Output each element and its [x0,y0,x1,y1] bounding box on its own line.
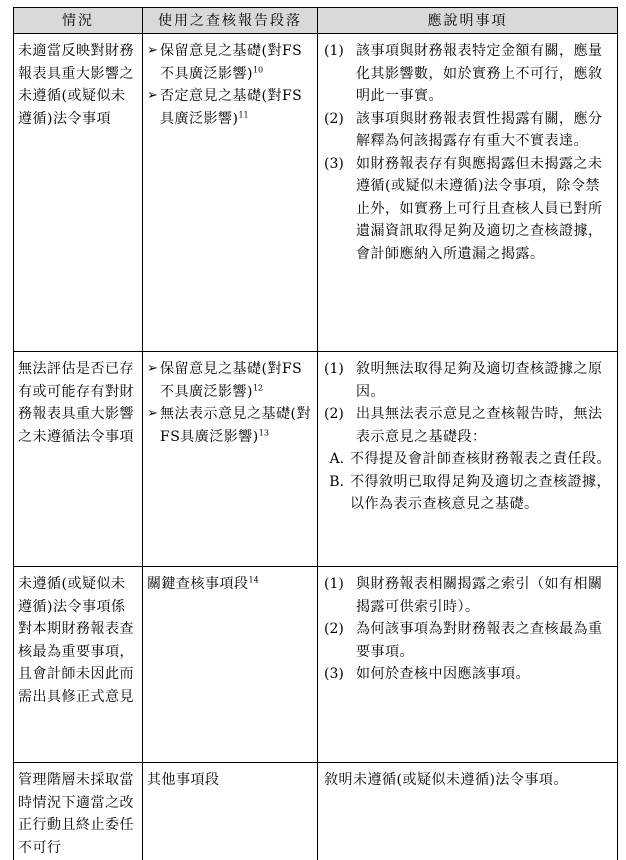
matters-cell [318,34,618,352]
arrow-bullet-icon: ➢ [147,406,159,421]
matter-item: (3) 如何於查核中因應該事項。 [324,666,530,682]
arrow-bullet-icon: ➢ [147,88,159,103]
basis-item: ➢ 否定意見之基礎(對FS具廣泛影響)$^{11}$ [147,85,313,130]
footnote-ref: 14 [248,575,259,585]
situation-cell: 無法評估是否已存有或可能存有對財務報表具重大影響之未遵循法令事項 [14,352,143,567]
matter-subitem: A. 不得提及會計師查核財務報表之責任段。 [329,451,611,467]
table-row [14,567,618,763]
table-row [14,352,618,567]
matter-text: 敘明未遵循(或疑似未遵循)法令事項。 [324,772,568,788]
matter-item: (2) 該事項與財務報表質性揭露有關，應分解釋為何該揭露存有重大不實表達。 [324,110,603,149]
table-header-row [14,8,618,34]
matter-item: (3) 如財務報表存有與應揭露但未揭露之未遵循(或疑似未遵循)法令事項，除令禁止外，如實務上可行且查核人員已對所遺漏資訊取得足夠及適切之查核證據，會計師應納入所遺漏之揭露。 [324,155,603,262]
matters-cell [318,763,618,860]
header-report-paragraph: 使用之查核報告段落 [143,8,318,34]
situation-cell: 未適當反映對財務報表具重大影響之未遵循(或疑似未遵循)法令事項 [14,34,143,352]
matters-cell [318,567,618,763]
footnote-ref: 13 [258,427,269,437]
basis-item: ➢ 保留意見之基礎(對FS不具廣泛影響)$^{12}$ [147,358,313,403]
matter-subitem: B. 不得敘明已取得足夠及適切之查核證據，以作為表示查核意見之基礎。 [329,473,611,512]
basis-item: ➢ 保留意見之基礎(對FS不具廣泛影響)$^{10}$ [147,40,313,85]
footnote-ref: 11 [238,109,249,119]
matter-item: (1) 敘明無法取得足夠及適切查核證據之原因。 [324,361,603,400]
header-situation: 情況 [14,8,143,34]
table-row [14,763,618,860]
report-paragraph-cell [143,352,318,567]
basis-item: ➢ 無法表示意見之基礎(對FS具廣泛影響)$^{13}$ [147,403,313,448]
report-paragraph-cell [143,34,318,352]
situation-cell: 管理階層未採取當時情況下適當之改正行動且終止委任不可行 [14,763,143,860]
footnote-ref: 12 [252,382,264,392]
compliance-reporting-table [13,7,618,860]
report-paragraph-cell: 其他事項段 [143,763,318,860]
matter-item: (1) 該事項與財務報表特定金額有關，應量化其影響數，如於實務上不可行，應敘明此一事實。 [324,43,603,104]
table-row [14,34,618,352]
matter-item: (1) 與財務報表相關揭露之索引（如有相關揭露可供索引時）。 [324,576,603,615]
matters-cell [318,352,618,567]
header-matters-to-explain: 應說明事項 [318,8,618,34]
matter-item: (2) 出具無法表示意見之查核報告時，無法表示意見之基礎段： [324,406,603,445]
matter-item: (2) 為何該事項為對財務報表之查核最為重要事項。 [324,621,603,660]
arrow-bullet-icon: ➢ [147,361,159,376]
situation-cell: 未遵循(或疑似未遵循)法令事項係對本期財務報表查核最為重要事項，且會計師未因此而需出具修正式意見 [14,567,143,763]
footnote-ref: 10 [252,64,264,74]
report-paragraph-cell: 關鍵查核事項段$^{14}$ [143,567,318,763]
arrow-bullet-icon: ➢ [147,43,159,58]
